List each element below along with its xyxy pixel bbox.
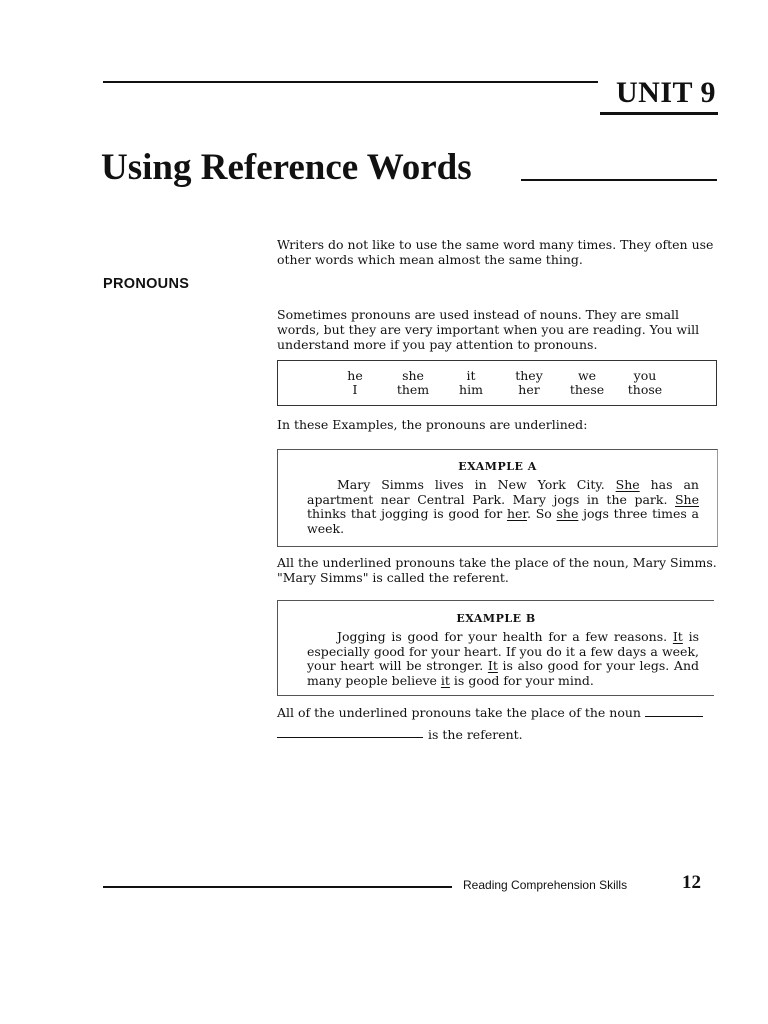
example-b-heading: EXAMPLE B [456,612,536,625]
underlined-pronoun: It [487,658,498,673]
underlined-pronoun: it [440,672,450,688]
example-a-explanation: All the underlined pronouns take the place of the noun, Mary Simms. "Mary Simms" is called the referent. [277,555,717,585]
unit-underline [600,112,718,115]
section-heading-pronouns: PRONOUNS [103,276,190,292]
intro-paragraph: Writers do not like to use the same word many times. They often use other words which mean almost the same thing. [277,237,714,267]
pronoun-grid [326,369,674,397]
example-a-heading: EXAMPLE A [458,460,537,473]
page-number: 12 [682,872,701,893]
unit-title: UNIT 9 [616,76,716,109]
underlined-pronoun: It [672,629,683,644]
referent-text: is the referent. [428,727,523,742]
example-b-box [277,600,714,696]
pronoun: him [459,382,483,397]
underlined-pronoun: she [556,506,579,521]
pronoun: these [569,382,605,397]
example-a-text: Mary Simms lives in New York City. She has an apartment near Central Park. Mary jogs in the park. She thinks that jogging is good for her. So she jogs three times a week. [307,477,699,536]
pronoun-list-box [277,360,717,406]
pronoun: he [347,368,363,383]
answer-blank-referent[interactable] [277,737,423,738]
title-rule [521,179,717,181]
pronoun: she [402,368,424,383]
page-title: Using Reference Words [101,147,472,188]
underlined-pronoun: She [674,491,699,507]
header-top-rule [103,81,598,83]
example-a-box [277,449,718,547]
pronoun: those [627,382,663,397]
pronoun: I [352,382,358,397]
pronoun-paragraph: Sometimes pronouns are used instead of nouns. They are small words, but they are very important when you are reading. You will understand more if you pay attention to pronouns. [277,307,700,352]
example-b-question: All of the underlined pronouns take the place of the noun [277,705,722,720]
answer-blank-noun[interactable] [645,705,703,717]
pronoun: her [518,382,540,397]
examples-lead: In these Examples, the pronouns are underlined: [277,417,588,432]
pronoun: they [515,368,543,383]
underlined-pronoun: her [506,506,528,521]
pronoun: you [633,368,657,383]
footer-book-title: Reading Comprehension Skills [463,878,628,892]
pronoun: them [396,382,430,397]
underlined-pronoun: She [615,477,640,492]
pronoun: we [577,368,597,383]
footer-rule [103,886,452,888]
pronoun: it [466,368,476,383]
example-b-text: Jogging is good for your health for a few reasons. It is especially good for your heart. If you do it a few days a week, your heart will be stronger. It is also good for your legs. And many people believe it is good for your mind. [307,629,700,688]
